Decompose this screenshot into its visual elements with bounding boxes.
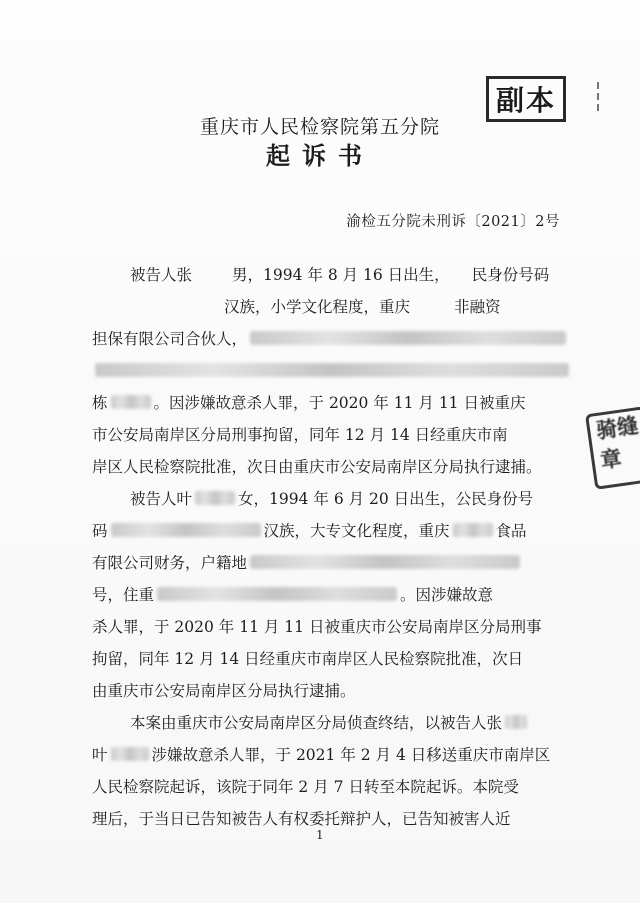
text-line (92, 546, 578, 578)
redacted-text (250, 331, 566, 345)
text-line (92, 514, 578, 546)
text-segment: 男，1994 年 8 月 16 日出生， (232, 266, 450, 284)
text-line (92, 482, 578, 514)
document-title: 起诉书 (266, 141, 374, 170)
text-segment: 被告人叶 (130, 490, 193, 508)
text-line (92, 258, 578, 290)
text-segment: 有限公司财务，户籍地 (92, 554, 248, 572)
text-segment: 叶 (92, 746, 108, 764)
text-line (92, 578, 578, 610)
text-segment: 涉嫌故意杀人罪，于 2021 年 2 月 4 日移送重庆市南岸区 (151, 746, 551, 764)
text-segment: 非融资 (454, 298, 501, 316)
redacted-text (453, 523, 493, 537)
redacted-text (195, 491, 235, 505)
redacted-text (111, 395, 151, 409)
text-line (92, 418, 578, 450)
text-line (92, 450, 578, 482)
text-segment: 人民检察院起诉，该院于同年 2 月 7 日转至本院起诉。本院受 (92, 778, 519, 796)
text-segment: 码 (92, 522, 108, 540)
redacted-text (111, 523, 261, 537)
scan-mark (597, 82, 599, 89)
text-line (92, 322, 578, 354)
text-line (92, 290, 578, 322)
indictment-body (92, 258, 578, 834)
text-line (92, 610, 578, 642)
text-segment: 汉族，大专文化程度，重庆 (263, 522, 450, 540)
text-segment: 汉族，小学文化程度，重庆 (224, 298, 411, 316)
organization-title: 重庆市人民检察院第五分院 (199, 116, 440, 138)
text-line (92, 354, 578, 386)
text-line (92, 642, 578, 674)
seam-seal-text: 骑缝 (594, 413, 640, 444)
text-segment: 由重庆市公安局南岸区分局执行逮捕。 (92, 682, 356, 700)
text-line (92, 674, 578, 706)
text-segment: 民身份号码 (471, 266, 550, 284)
document-number: 渝检五分院未刑诉〔2021〕2号 (346, 214, 560, 230)
copy-stamp: 副本 (486, 76, 566, 122)
text-segment: 理后，于当日已告知被告人有权委托辩护人，已告知被害人近 (92, 810, 511, 828)
text-segment: 岸区人民检察院批准，次日由重庆市公安局南岸区分局执行逮捕。 (92, 458, 542, 476)
redacted-text (250, 555, 520, 569)
text-segment: 杀人罪，于 2020 年 11 月 11 日被重庆市公安局南岸区分局刑事 (92, 618, 542, 636)
text-segment: 食品 (495, 522, 527, 540)
text-segment: 号，住重 (92, 586, 155, 604)
text-line (92, 802, 578, 834)
scan-mark (597, 93, 599, 100)
redacted-text (111, 747, 149, 761)
text-segment: 拘留，同年 12 月 14 日经重庆市南岸区人民检察院批准，次日 (92, 650, 524, 668)
text-segment: 栋 (92, 394, 108, 412)
text-segment: 本案由重庆市公安局南岸区分局侦查终结，以被告人张 (130, 714, 503, 732)
text-line (92, 386, 578, 418)
seam-seal-text: 章 (598, 446, 624, 473)
text-segment: 市公安局南岸区分局刑事拘留，同年 12 月 14 日经重庆市南 (92, 426, 508, 444)
page-number: 1 (316, 828, 324, 842)
text-line (92, 706, 578, 738)
text-segment: 。因涉嫌故意 (400, 586, 494, 604)
text-segment: 。因涉嫌故意杀人罪，于 2020 年 11 月 11 日被重庆 (153, 394, 526, 412)
redacted-text (505, 715, 527, 729)
text-segment: 女，1994 年 6 月 20 日出生，公民身份号 (238, 490, 534, 508)
text-segment: 被告人张 (130, 266, 193, 284)
redacted-text (157, 587, 397, 601)
redacted-text (95, 363, 569, 377)
text-segment: 担保有限公司合伙人， (92, 330, 248, 348)
seam-seal-stamp (585, 406, 640, 490)
text-line (92, 738, 578, 770)
scan-mark (597, 104, 599, 111)
scan-edge-marks (594, 82, 602, 112)
text-line (92, 770, 578, 802)
